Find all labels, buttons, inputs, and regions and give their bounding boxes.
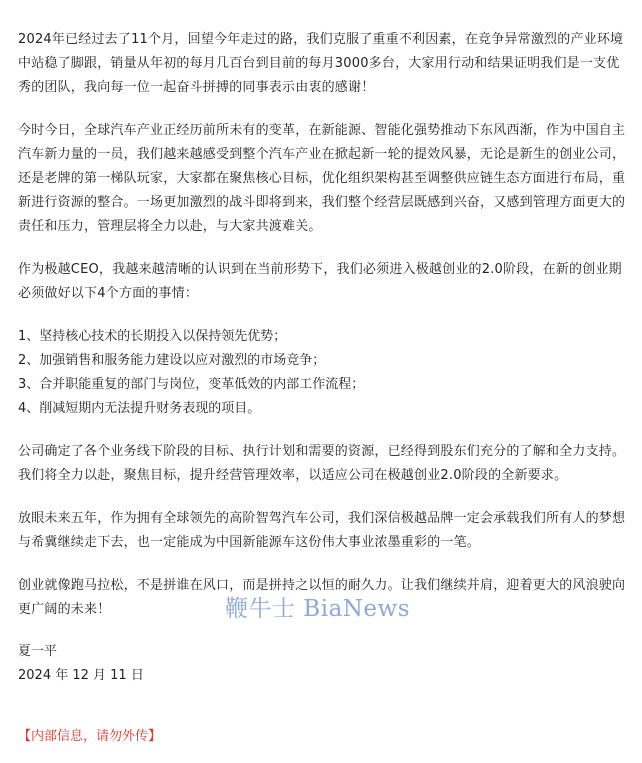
signature-block (18, 640, 144, 688)
paragraph-closing: 创业就像跑马拉松，不是拼谁在风口，而是拼持之以恒的耐久力。让我们继续并肩，迎着更大的风浪驶向更广阔的未来！ (18, 578, 626, 617)
internal-notice: 【内部信息，请勿外传】 (18, 729, 162, 744)
list-item: 2、加强销售和服务能力建设以应对激烈的市场竞争； (18, 353, 326, 368)
paragraph-future: 放眼未来五年，作为拥有全球领先的高阶智驾汽车公司，我们深信极越品牌一定会承载我们所有人的梦想与希冀继续走下去，也一定能成为中国新能源车这份伟大事业浓墨重彩的一笔。 (18, 511, 626, 550)
letter-body (18, 28, 626, 641)
priority-list (18, 325, 626, 421)
list-item: 1、坚持核心技术的长期投入以保持领先优势； (18, 329, 287, 344)
watermark-logo: 鞭牛士 BiaNews (225, 596, 411, 622)
paragraph-goals: 公司确定了各个业务线下阶段的目标、执行计划和需要的资源，已经得到股东们充分的了解和全力支持。我们将全力以赴，聚焦目标，提升经营管理效率，以适应公司在极越创业2.0阶段的全新要求。 (18, 444, 626, 483)
signature-name: 夏一平 (18, 644, 58, 659)
list-item: 3、合并职能重复的部门与岗位，变革低效的内部工作流程； (18, 377, 365, 392)
paragraph-industry: 今时今日，全球汽车产业正经历前所未有的变革，在新能源、智能化强势推动下东风西渐，作为中国自主汽车新力量的一员，我们越来越感受到整个汽车产业在掀起新一轮的提效风暴，无论是新生的创业公司，还是老牌的第一梯队玩家，大家都在聚焦核心目标，优化组织架构甚至调整供应链生态方面进行布局，重新进行资源的整合。一场更加激烈的战斗即将到来，我们整个经营层既感到兴奋，又感到管理方面更大的责任和压力，管理层将全力以赴，与大家共渡难关。 (18, 123, 626, 234)
list-item: 4、削减短期内无法提升财务表现的项目。 (18, 401, 261, 416)
paragraph-ceo: 作为极越CEO，我越来越清晰的认识到在当前形势下，我们必须进入极越创业的2.0阶段，在新的创业期必须做好以下4个方面的事情： (18, 262, 622, 301)
signature-date: 2024 年 12 月 11 日 (18, 668, 144, 683)
paragraph-intro: 2024年已经过去了11个月，回望今年走过的路，我们克服了重重不利因素，在竞争异常激烈的产业环境中站稳了脚跟，销量从年初的每月几百台到目前的每月3000多台，大家用行动和结果证明我们是一支优秀的团队，我向每一位一起奋斗拼搏的同事表示由衷的感谢！ (18, 32, 624, 95)
